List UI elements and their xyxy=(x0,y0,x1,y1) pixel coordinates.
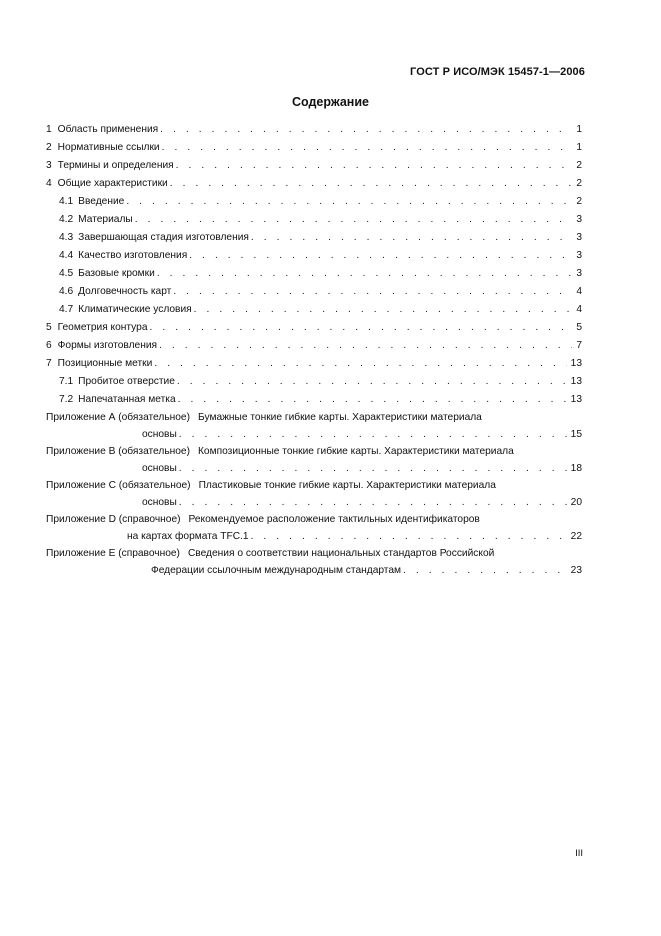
toc-leader xyxy=(173,283,572,301)
toc-title: Пробитое отверстие xyxy=(78,376,175,387)
toc-number: 4.4 xyxy=(59,250,74,261)
annex-title: Пластиковые тонкие гибкие карты. Характеристики материала xyxy=(198,480,496,491)
toc-title: Область применения xyxy=(57,124,159,135)
page-title: Содержание xyxy=(291,95,369,109)
toc-leader xyxy=(403,562,567,579)
toc-leader xyxy=(189,247,572,265)
toc-entry[interactable] xyxy=(46,157,582,175)
toc-annex-b[interactable] xyxy=(46,443,582,477)
toc-number: 7 xyxy=(46,358,52,369)
toc-number: 7.1 xyxy=(59,376,74,387)
toc-page: 22 xyxy=(570,531,582,542)
toc-title: Нормативные ссылки xyxy=(57,142,160,153)
toc-title: Общие характеристики xyxy=(57,178,168,189)
toc-page: 20 xyxy=(570,497,582,508)
toc-title: Позиционные метки xyxy=(57,358,153,369)
toc-leader xyxy=(159,337,572,355)
annex-title-cont: Федерации ссылочным международным стандартам xyxy=(151,565,402,576)
annex-label: Приложение А (обязательное) xyxy=(46,412,190,423)
toc-number: 4 xyxy=(46,178,52,189)
toc-page: 13 xyxy=(570,376,582,387)
toc-page: 3 xyxy=(576,214,582,225)
toc-page: 13 xyxy=(570,394,582,405)
toc-page: 15 xyxy=(570,429,582,440)
toc-title: Формы изготовления xyxy=(57,340,158,351)
toc-leader xyxy=(177,373,567,391)
toc-leader xyxy=(179,460,567,477)
toc-number: 4.3 xyxy=(59,232,74,243)
annex-title-cont: основы xyxy=(142,429,177,440)
toc-title: Термины и определения xyxy=(57,160,174,171)
toc-leader xyxy=(176,157,573,175)
toc-number: 3 xyxy=(46,160,52,171)
annex-title: Рекомендуемое расположение тактильных идентификаторов xyxy=(188,514,480,525)
toc-page: 3 xyxy=(576,250,582,261)
toc-entry[interactable] xyxy=(46,373,582,391)
toc-annex-d[interactable] xyxy=(46,511,582,545)
toc-leader xyxy=(150,319,573,337)
toc-page: 1 xyxy=(576,142,582,153)
toc-page: 2 xyxy=(576,196,582,207)
toc-page: 3 xyxy=(576,268,582,279)
annex-title: Композиционные тонкие гибкие карты. Характеристики материала xyxy=(198,446,514,457)
annex-title-cont: на картах формата TFC.1 xyxy=(127,531,249,542)
toc-leader xyxy=(126,193,572,211)
toc-leader xyxy=(170,175,573,193)
toc-page: 2 xyxy=(576,178,582,189)
toc-entry[interactable] xyxy=(46,391,582,409)
page-number: III xyxy=(575,848,583,859)
annex-label: Приложение Е (справочное) xyxy=(46,548,180,559)
toc-number: 7.2 xyxy=(59,394,74,405)
toc-number: 5 xyxy=(46,322,52,333)
toc-page: 4 xyxy=(576,286,582,297)
toc-leader xyxy=(179,494,567,511)
toc-entry[interactable] xyxy=(46,139,582,157)
toc-title: Климатические условия xyxy=(78,304,192,315)
toc-leader xyxy=(157,265,573,283)
toc-title: Долговечность карт xyxy=(78,286,172,297)
toc-page: 4 xyxy=(576,304,582,315)
toc-leader xyxy=(160,121,572,139)
toc-entry[interactable] xyxy=(46,175,582,193)
annex-title-cont: основы xyxy=(142,463,177,474)
toc-number: 4.2 xyxy=(59,214,74,225)
toc-page: 23 xyxy=(570,565,582,576)
annex-label: Приложение С (обязательное) xyxy=(46,480,191,491)
toc-title: Напечатанная метка xyxy=(78,394,176,405)
annex-label: Приложение В (обязательное) xyxy=(46,446,190,457)
toc-number: 1 xyxy=(46,124,52,135)
annex-title-cont: основы xyxy=(142,497,177,508)
toc-entry[interactable] xyxy=(46,229,582,247)
toc-entry[interactable] xyxy=(46,301,582,319)
toc-leader xyxy=(154,355,566,373)
toc-leader xyxy=(162,139,573,157)
toc-title: Геометрия контура xyxy=(57,322,148,333)
toc-page: 3 xyxy=(576,232,582,243)
toc-number: 4.1 xyxy=(59,196,74,207)
toc-leader xyxy=(251,229,572,247)
toc-title: Введение xyxy=(78,196,125,207)
toc-title: Базовые кромки xyxy=(78,268,155,279)
toc-number: 4.6 xyxy=(59,286,74,297)
toc-entry[interactable] xyxy=(46,211,582,229)
toc-entry[interactable] xyxy=(46,337,582,355)
toc-entry[interactable] xyxy=(46,319,582,337)
toc-entry[interactable] xyxy=(46,355,582,373)
toc-leader xyxy=(135,211,573,229)
toc-annex-e[interactable] xyxy=(46,545,582,579)
toc-number: 4.7 xyxy=(59,304,74,315)
toc-number: 4.5 xyxy=(59,268,74,279)
toc-page: 2 xyxy=(576,160,582,171)
annex-title: Сведения о соответствии национальных стандартов Российской xyxy=(187,548,495,559)
toc-title: Завершающая стадия изготовления xyxy=(78,232,249,243)
toc-page: 5 xyxy=(576,322,582,333)
toc-leader xyxy=(251,528,567,545)
toc-title: Материалы xyxy=(78,214,133,225)
toc-number: 2 xyxy=(46,142,52,153)
toc-annex-a[interactable] xyxy=(46,409,582,443)
toc-number: 6 xyxy=(46,340,52,351)
document-header: ГОСТ Р ИСО/МЭК 15457-1—2006 xyxy=(410,66,585,78)
toc-entry[interactable] xyxy=(46,265,582,283)
toc-leader xyxy=(179,426,567,443)
toc-page: 1 xyxy=(576,124,582,135)
toc-entry[interactable] xyxy=(46,283,582,301)
table-of-contents xyxy=(46,121,582,579)
annex-label: Приложение D (справочное) xyxy=(46,514,181,525)
toc-entry[interactable] xyxy=(46,247,582,265)
annex-title: Бумажные тонкие гибкие карты. Характеристики материала xyxy=(198,412,482,423)
toc-title: Качество изготовления xyxy=(78,250,188,261)
toc-page: 13 xyxy=(570,358,582,369)
toc-annex-c[interactable] xyxy=(46,477,582,511)
toc-leader xyxy=(194,301,573,319)
toc-entry[interactable] xyxy=(46,193,582,211)
toc-entry[interactable] xyxy=(46,121,582,139)
toc-page: 18 xyxy=(570,463,582,474)
toc-leader xyxy=(178,391,567,409)
toc-page: 7 xyxy=(576,340,582,351)
